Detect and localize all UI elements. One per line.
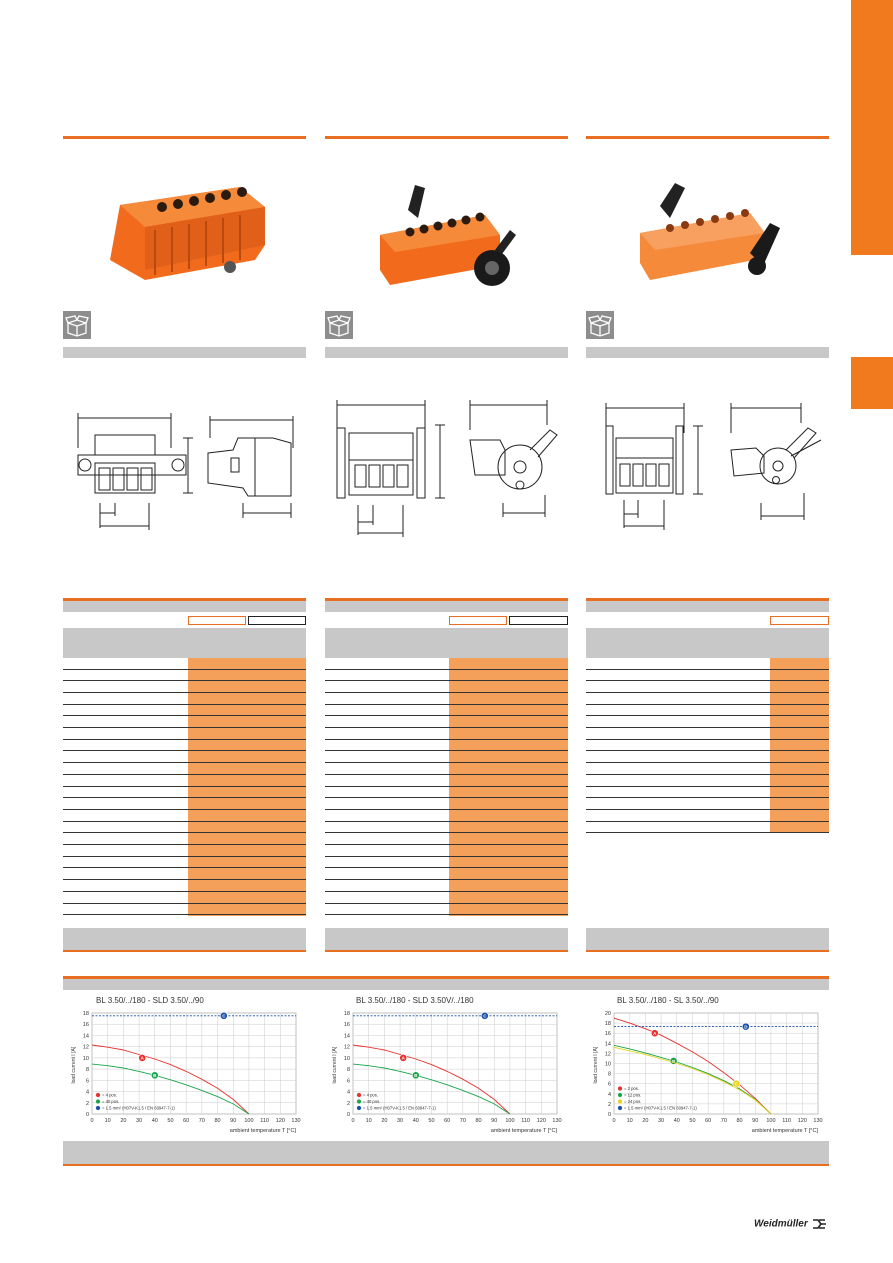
x-tick-label: 130 — [813, 1118, 823, 1124]
legend-swatch — [618, 1086, 623, 1091]
table-row — [586, 752, 829, 764]
section-bar — [63, 347, 306, 358]
y-tick-label: 16 — [343, 1022, 350, 1029]
table-row — [586, 822, 829, 834]
table-row — [586, 740, 829, 752]
column-rule — [63, 136, 306, 139]
table-row — [63, 705, 306, 717]
column-rule — [325, 136, 568, 139]
x-tick-label: 30 — [658, 1118, 665, 1124]
y-tick-label: 18 — [604, 1021, 611, 1028]
y-tick-label: 6 — [85, 1078, 89, 1085]
series-marker-label: B — [414, 1073, 418, 1079]
x-tick-label: 90 — [491, 1118, 498, 1124]
x-tick-label: 60 — [444, 1118, 451, 1124]
y-axis-label: load current I [A] — [593, 1046, 599, 1084]
x-tick-label: 10 — [365, 1118, 372, 1124]
section-bar — [586, 347, 829, 358]
table-row — [586, 717, 829, 729]
table-row — [325, 740, 568, 752]
y-tick-label: 20 — [604, 1011, 611, 1017]
legend-entry: = 40 pos. — [102, 1099, 120, 1105]
series-marker-label: B — [672, 1058, 676, 1064]
product-photo-bl-sldv-180 — [370, 180, 530, 295]
x-tick-label: 0 — [90, 1118, 94, 1124]
table-row — [586, 728, 829, 740]
table-row — [63, 845, 306, 857]
table-row — [63, 810, 306, 822]
table-row — [325, 857, 568, 869]
y-tick-label: 18 — [82, 1011, 89, 1017]
variant-black-label — [509, 616, 568, 625]
legend-entry: = 2 pos. — [624, 1086, 640, 1092]
variant-orange-label — [188, 616, 246, 625]
table-row — [586, 810, 829, 822]
x-tick-label: 10 — [626, 1118, 633, 1124]
table-row — [63, 740, 306, 752]
table-subheader — [325, 628, 568, 658]
legend-swatch — [96, 1106, 101, 1111]
table-row — [325, 810, 568, 822]
table-row — [63, 717, 306, 729]
table-row — [586, 798, 829, 810]
charts-footer — [63, 1141, 829, 1166]
variant-orange-label — [449, 616, 507, 625]
brand-logo — [754, 1218, 827, 1230]
y-tick-label: 12 — [604, 1051, 611, 1058]
series-marker-label: B — [153, 1073, 157, 1079]
package-icon — [63, 311, 91, 339]
table-row — [63, 822, 306, 834]
x-tick-label: 70 — [459, 1118, 466, 1124]
table-row — [325, 775, 568, 787]
variant-orange-label — [770, 616, 829, 625]
y-tick-label: 2 — [346, 1100, 350, 1107]
x-tick-label: 130 — [291, 1118, 301, 1124]
chart-title: BL 3.50/../180 - SLD 3.50V/../180 — [356, 996, 474, 1005]
package-icon — [325, 311, 353, 339]
y-tick-label: 2 — [607, 1101, 611, 1108]
table-row — [325, 752, 568, 764]
x-tick-label: 90 — [752, 1118, 759, 1124]
x-axis-label: ambient temperature T [°C] — [751, 1128, 818, 1134]
y-tick-label: 0 — [607, 1112, 611, 1118]
table-row — [586, 787, 829, 799]
charts-header — [63, 976, 829, 990]
x-tick-label: 0 — [612, 1118, 616, 1124]
y-tick-label: 4 — [346, 1089, 350, 1096]
series-marker-label: D — [744, 1024, 748, 1030]
series-marker-label: A — [140, 1055, 144, 1061]
x-tick-label: 40 — [151, 1118, 158, 1124]
y-tick-label: 4 — [607, 1091, 611, 1098]
x-tick-label: 40 — [673, 1118, 680, 1124]
table-row — [63, 880, 306, 892]
table-row — [325, 705, 568, 717]
x-tick-label: 80 — [475, 1118, 482, 1124]
y-tick-label: 8 — [346, 1067, 350, 1074]
y-tick-label: 12 — [343, 1044, 350, 1051]
table-header — [586, 598, 829, 612]
section-bar — [325, 347, 568, 358]
table-row — [325, 822, 568, 834]
table-row — [63, 869, 306, 881]
table-row — [325, 845, 568, 857]
legend-entry: = 40 pos. — [363, 1099, 381, 1105]
series-marker-label: A — [653, 1031, 657, 1036]
table-footer — [325, 928, 568, 952]
y-tick-label: 14 — [82, 1033, 89, 1040]
table-row — [63, 834, 306, 846]
x-tick-label: 0 — [351, 1118, 355, 1124]
table-subheader — [63, 628, 306, 658]
x-tick-label: 80 — [214, 1118, 221, 1124]
table-row — [325, 693, 568, 705]
x-tick-label: 50 — [689, 1118, 696, 1124]
variant-black-label — [248, 616, 306, 625]
x-tick-label: 110 — [260, 1118, 270, 1124]
product-photo-bl-sld-90 — [100, 175, 280, 300]
table-row — [63, 763, 306, 775]
table-row — [586, 775, 829, 787]
legend-entry: = 1.5 mm² (H07V-K1.5 / EN 60947-7-1) — [363, 1105, 436, 1111]
x-tick-label: 30 — [397, 1118, 404, 1124]
x-tick-label: 100 — [244, 1118, 254, 1124]
plot-area — [353, 1013, 557, 1114]
x-tick-label: 70 — [720, 1118, 727, 1124]
table-row — [63, 892, 306, 904]
series-marker-label: C — [222, 1013, 226, 1019]
table-row — [63, 857, 306, 869]
x-tick-label: 10 — [104, 1118, 111, 1124]
table-row — [325, 892, 568, 904]
table-header — [325, 598, 568, 612]
product-photo-bl-sl-90 — [625, 178, 795, 298]
table-row — [63, 658, 306, 670]
table-row — [325, 904, 568, 916]
dimension-drawing — [325, 395, 568, 540]
x-tick-label: 100 — [505, 1118, 515, 1124]
legend-swatch — [357, 1099, 362, 1104]
x-tick-label: 20 — [120, 1118, 127, 1124]
y-axis-label: load current I [A] — [71, 1046, 77, 1084]
chart-title: BL 3.50/../180 - SLD 3.50/../90 — [96, 996, 204, 1005]
logo-mark-icon — [811, 1218, 827, 1230]
x-tick-label: 90 — [230, 1118, 237, 1124]
section-tab-lower — [851, 357, 893, 409]
y-tick-label: 16 — [604, 1031, 611, 1038]
table-row — [63, 728, 306, 740]
table-row — [325, 670, 568, 682]
x-tick-label: 70 — [198, 1118, 205, 1124]
x-tick-label: 20 — [381, 1118, 388, 1124]
legend-entry: = 1.5 mm² (H07V-K1.5 / EN 60947-7-1) — [102, 1105, 175, 1111]
y-tick-label: 8 — [607, 1071, 611, 1078]
legend-entry: = 24 pos. — [624, 1099, 642, 1105]
y-tick-label: 10 — [604, 1061, 611, 1068]
y-tick-label: 10 — [82, 1055, 89, 1062]
table-header — [63, 598, 306, 612]
series-marker-label: C — [483, 1013, 487, 1019]
legend-swatch — [618, 1099, 623, 1104]
load-curve-chart — [327, 1007, 567, 1139]
x-axis-label: ambient temperature T [°C] — [490, 1128, 557, 1134]
x-tick-label: 120 — [275, 1118, 285, 1124]
table-row — [325, 787, 568, 799]
x-tick-label: 120 — [797, 1118, 807, 1124]
y-tick-label: 2 — [85, 1100, 89, 1107]
x-tick-label: 80 — [736, 1118, 743, 1124]
table-footer — [586, 928, 829, 952]
table-row — [63, 787, 306, 799]
table-row — [586, 693, 829, 705]
legend-swatch — [96, 1099, 101, 1104]
table-row — [325, 681, 568, 693]
table-row — [586, 658, 829, 670]
table-row — [325, 763, 568, 775]
x-tick-label: 40 — [412, 1118, 419, 1124]
table-row — [63, 670, 306, 682]
legend-entry: = 4 pos. — [102, 1092, 118, 1098]
load-curve-chart — [66, 1007, 306, 1139]
y-tick-label: 8 — [85, 1067, 89, 1074]
dimension-drawing — [63, 408, 306, 533]
series-marker-label: C — [734, 1081, 739, 1087]
y-tick-label: 14 — [343, 1033, 350, 1040]
table-row — [63, 693, 306, 705]
dimension-drawing — [586, 398, 829, 543]
logo-text: Weidmüller — [754, 1218, 808, 1230]
table-row — [325, 869, 568, 881]
table-row — [325, 834, 568, 846]
x-tick-label: 50 — [167, 1118, 174, 1124]
x-tick-label: 60 — [705, 1118, 712, 1124]
package-icon — [586, 311, 614, 339]
table-row — [63, 904, 306, 916]
chart-title: BL 3.50/../180 - SL 3.50/../90 — [617, 996, 719, 1005]
x-tick-label: 60 — [183, 1118, 190, 1124]
table-footer — [63, 928, 306, 952]
legend-entry: = 1.5 mm² (H07V-K1.5 / EN 60947-7-1) — [624, 1105, 697, 1111]
y-tick-label: 12 — [82, 1044, 89, 1051]
x-tick-label: 100 — [766, 1118, 776, 1124]
y-tick-label: 6 — [346, 1078, 350, 1085]
y-tick-label: 4 — [85, 1089, 89, 1096]
table-row — [63, 775, 306, 787]
x-tick-label: 110 — [521, 1118, 531, 1124]
plot-area — [92, 1013, 296, 1114]
y-tick-label: 14 — [604, 1041, 611, 1048]
column-rule — [586, 136, 829, 139]
legend-swatch — [96, 1093, 101, 1098]
table-row — [325, 717, 568, 729]
y-tick-label: 16 — [82, 1022, 89, 1029]
legend-swatch — [618, 1093, 623, 1098]
y-axis-label: load current I [A] — [332, 1046, 338, 1084]
x-tick-label: 110 — [782, 1118, 792, 1124]
load-curve-chart — [588, 1007, 828, 1139]
y-tick-label: 0 — [85, 1112, 89, 1118]
x-tick-label: 30 — [136, 1118, 143, 1124]
table-row — [63, 681, 306, 693]
table-row — [586, 763, 829, 775]
table-subheader — [586, 628, 829, 658]
x-tick-label: 130 — [552, 1118, 562, 1124]
x-tick-label: 120 — [536, 1118, 546, 1124]
y-tick-label: 10 — [343, 1055, 350, 1062]
table-row — [325, 658, 568, 670]
table-row — [586, 705, 829, 717]
table-row — [325, 728, 568, 740]
table-row — [325, 880, 568, 892]
table-row — [586, 670, 829, 682]
legend-swatch — [618, 1106, 623, 1111]
x-axis-label: ambient temperature T [°C] — [229, 1128, 296, 1134]
table-row — [63, 798, 306, 810]
y-tick-label: 18 — [343, 1011, 350, 1017]
y-tick-label: 6 — [607, 1081, 611, 1088]
legend-swatch — [357, 1106, 362, 1111]
x-tick-label: 50 — [428, 1118, 435, 1124]
legend-entry: = 4 pos. — [363, 1092, 379, 1098]
section-tab-upper — [851, 0, 893, 255]
table-row — [586, 681, 829, 693]
y-tick-label: 0 — [346, 1112, 350, 1118]
table-row — [325, 798, 568, 810]
series-marker-label: A — [401, 1055, 405, 1061]
table-row — [63, 752, 306, 764]
x-tick-label: 20 — [642, 1118, 649, 1124]
legend-swatch — [357, 1093, 362, 1098]
legend-entry: = 12 pos. — [624, 1092, 642, 1098]
